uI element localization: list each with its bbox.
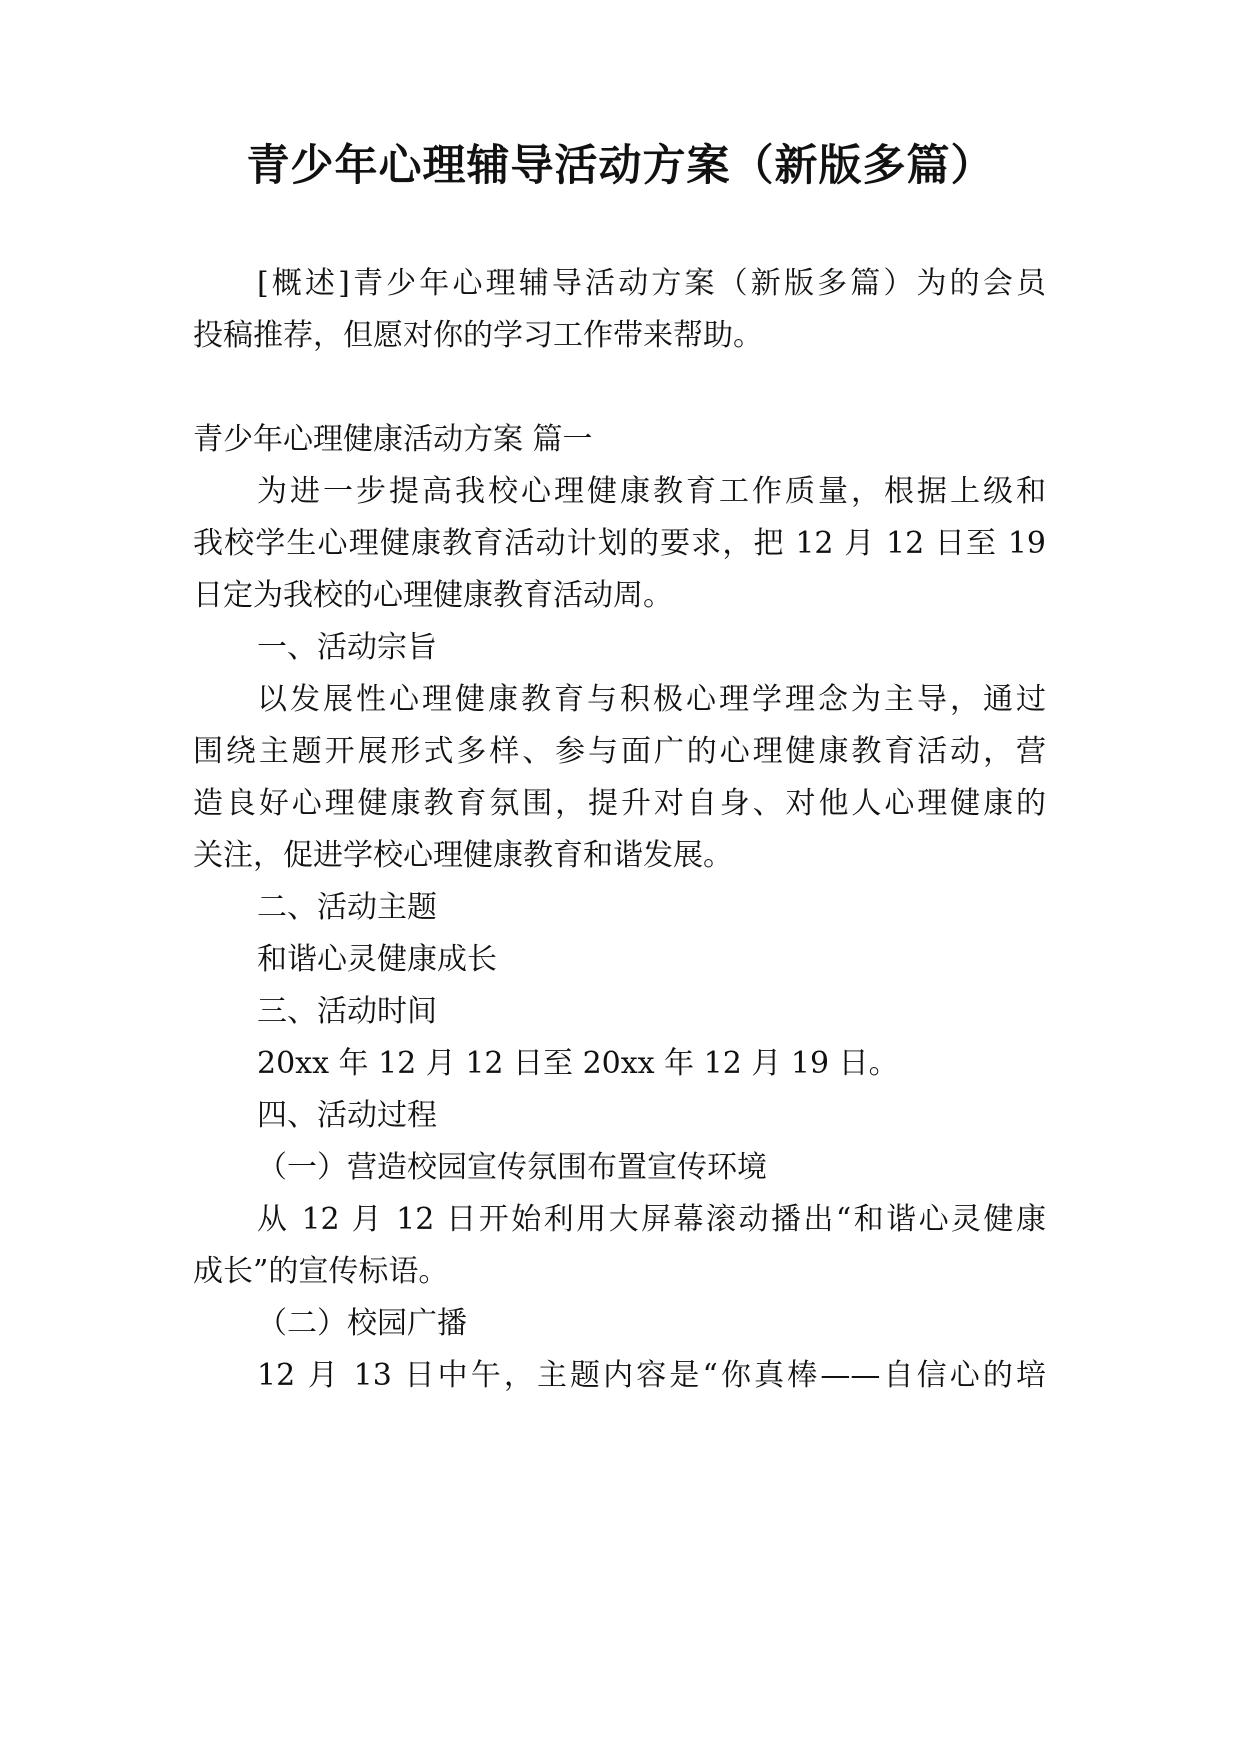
- part3-text: 20xx 年 12 月 12 日至 20xx 年 12 月 19 日。: [257, 1046, 899, 1081]
- part3-heading: 三、活动时间: [257, 994, 437, 1029]
- part4-sub1-line-2: 成长”的宣传标语。: [193, 1254, 449, 1289]
- part1-heading: 一、活动宗旨: [257, 630, 437, 665]
- intro-line-2: 我校学生心理健康教育活动计划的要求，把 12 月 12 日至 19: [193, 526, 1046, 561]
- part1-line-2: 围绕主题开展形式多样、参与面广的心理健康教育活动，营: [193, 734, 1046, 769]
- summary-line-2: 投稿推荐，但愿对你的学习工作带来帮助。: [193, 318, 763, 353]
- part4-sub2-heading: （二）校园广播: [257, 1306, 467, 1341]
- part1-line-4: 关注，促进学校心理健康教育和谐发展。: [193, 838, 733, 873]
- section-heading: 青少年心理健康活动方案 篇一: [193, 422, 593, 457]
- intro-line-1: 为进一步提高我校心理健康教育工作质量，根据上级和: [257, 474, 1046, 509]
- part4-sub1-heading: （一）营造校园宣传氛围布置宣传环境: [257, 1150, 767, 1185]
- intro-line-3: 日定为我校的心理健康教育活动周。: [193, 578, 673, 613]
- summary-line-1: [概述]青少年心理辅导活动方案（新版多篇）为的会员: [257, 266, 1046, 301]
- part2-text: 和谐心灵健康成长: [257, 942, 497, 977]
- part1-line-3: 造良好心理健康教育氛围，提升对自身、对他人心理健康的: [193, 786, 1046, 821]
- document-title: 青少年心理辅导活动方案（新版多篇）: [246, 141, 995, 191]
- part4-sub1-line-1: 从 12 月 12 日开始利用大屏幕滚动播出“和谐心灵健康: [257, 1202, 1046, 1237]
- part4-heading: 四、活动过程: [257, 1098, 437, 1133]
- part1-line-1: 以发展性心理健康教育与积极心理学理念为主导，通过: [257, 682, 1046, 717]
- part2-heading: 二、活动主题: [257, 890, 437, 925]
- part4-sub2-line-1: 12 月 13 日中午，主题内容是“你真棒——自信心的培: [257, 1358, 1046, 1393]
